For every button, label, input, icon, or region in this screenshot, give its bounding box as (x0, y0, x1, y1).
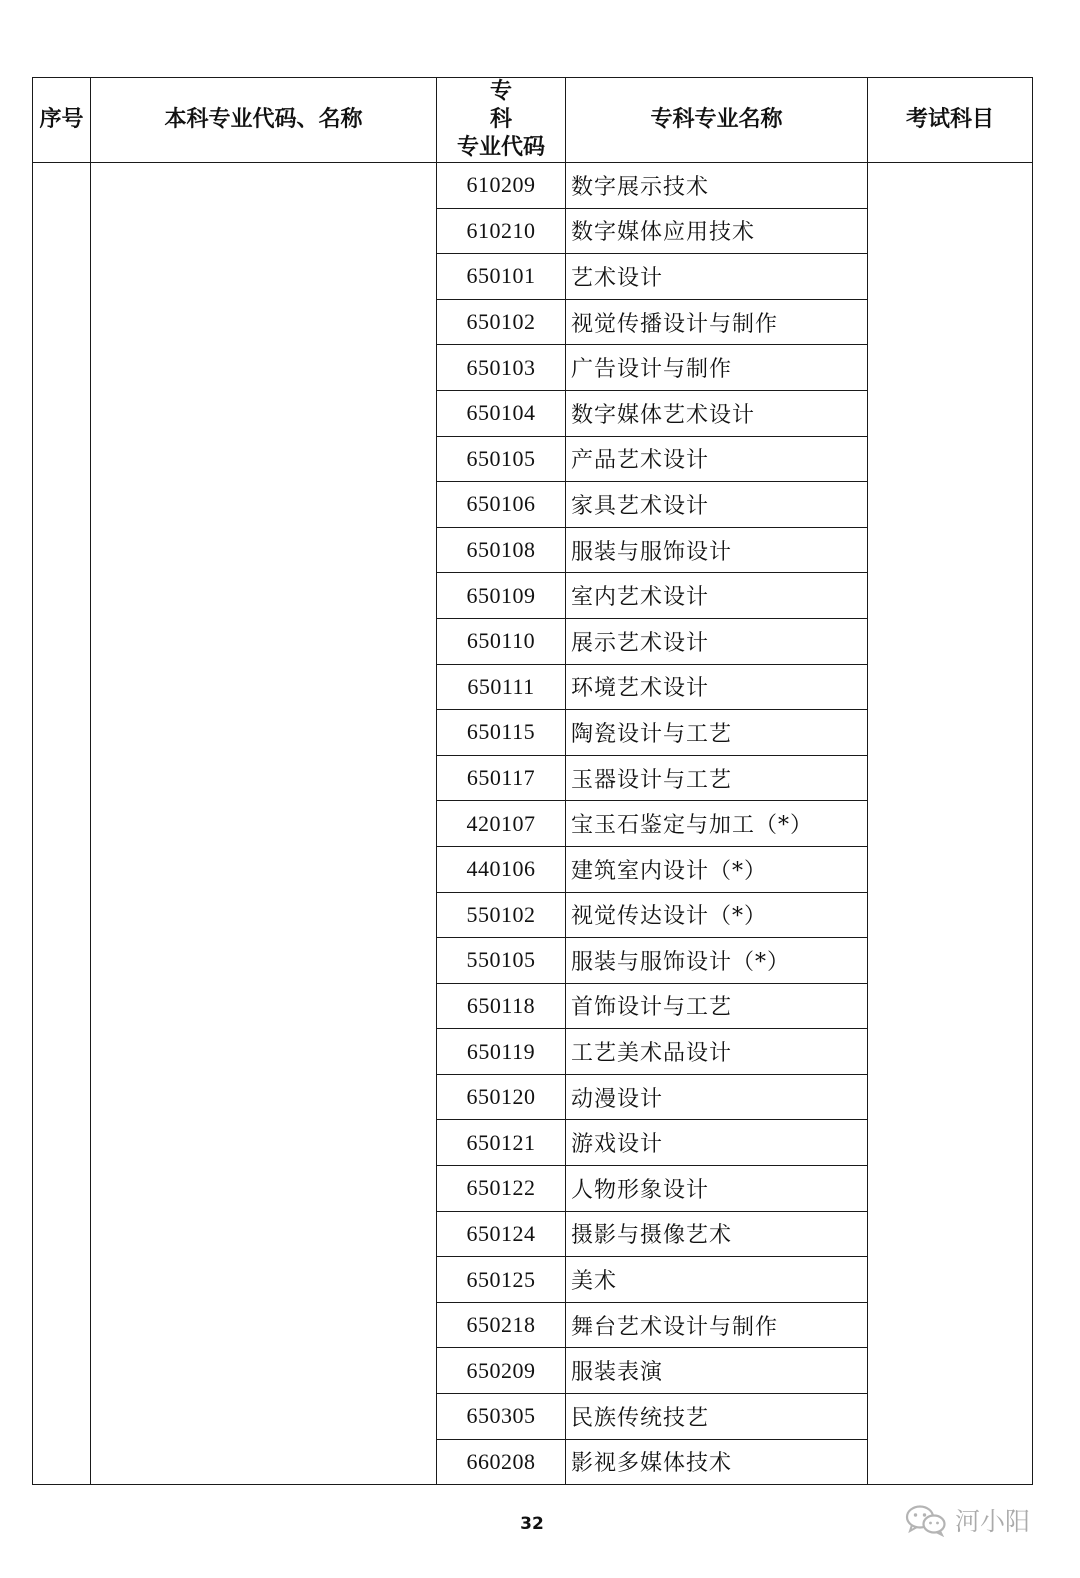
undergrad-major-cell (91, 163, 437, 1485)
major-code-cell: 440106 (437, 846, 566, 892)
major-code-cell: 650117 (437, 755, 566, 801)
major-name-cell: 游戏设计 (566, 1120, 868, 1166)
majors-table (32, 77, 1033, 1485)
major-code-cell: 650209 (437, 1348, 566, 1394)
major-code-cell: 650101 (437, 254, 566, 300)
major-name-cell: 服装与服饰设计（*） (566, 938, 868, 984)
header-index: 序号 (33, 78, 91, 163)
major-code-cell: 650105 (437, 436, 566, 482)
major-code-cell: 650111 (437, 664, 566, 710)
major-name-cell: 首饰设计与工艺 (566, 983, 868, 1029)
major-name-cell: 室内艺术设计 (566, 573, 868, 619)
watermark-text: 河小阳 (955, 1507, 1031, 1536)
major-name-cell: 环境艺术设计 (566, 664, 868, 710)
major-name-cell: 影视多媒体技术 (566, 1439, 868, 1485)
major-code-cell: 650118 (437, 983, 566, 1029)
header-code-line1: 专 科 (489, 79, 538, 132)
major-name-cell: 民族传统技艺 (566, 1394, 868, 1440)
major-code-cell: 610210 (437, 208, 566, 254)
table-row (33, 163, 1033, 209)
major-name-cell: 视觉传播设计与制作 (566, 299, 868, 345)
table-body (33, 163, 1033, 1485)
major-code-cell: 550105 (437, 938, 566, 984)
major-name-cell: 玉器设计与工艺 (566, 755, 868, 801)
major-name-cell: 服装表演 (566, 1348, 868, 1394)
watermark (905, 1502, 1030, 1538)
major-name-cell: 服装与服饰设计 (566, 527, 868, 573)
major-name-cell: 广告设计与制作 (566, 345, 868, 391)
major-name-cell: 人物形象设计 (566, 1166, 868, 1212)
exam-subjects-cell (868, 163, 1033, 1485)
header-exam-subjects: 考试科目 (868, 78, 1033, 163)
major-code-cell: 650115 (437, 710, 566, 756)
major-code-cell: 550102 (437, 892, 566, 938)
header-undergrad-major: 本科专业代码、名称 (91, 78, 437, 163)
major-name-cell: 艺术设计 (566, 254, 868, 300)
major-code-cell: 650109 (437, 573, 566, 619)
major-code-cell: 650218 (437, 1302, 566, 1348)
header-junior-college-name: 专科专业名称 (566, 78, 868, 163)
major-name-cell: 摄影与摄像艺术 (566, 1211, 868, 1257)
major-name-cell: 数字媒体艺术设计 (566, 390, 868, 436)
major-name-cell: 动漫设计 (566, 1074, 868, 1120)
major-code-cell: 650125 (437, 1257, 566, 1303)
major-name-cell: 家具艺术设计 (566, 482, 868, 528)
table-header-row (33, 78, 1033, 163)
header-code-line2: 专业代码 (456, 135, 545, 160)
index-cell (33, 163, 91, 1485)
major-code-cell: 660208 (437, 1439, 566, 1485)
major-name-cell: 宝玉石鉴定与加工（*） (566, 801, 868, 847)
header-junior-college-code (437, 78, 566, 163)
major-code-cell: 420107 (437, 801, 566, 847)
major-name-cell: 数字媒体应用技术 (566, 208, 868, 254)
major-code-cell: 650121 (437, 1120, 566, 1166)
major-name-cell: 舞台艺术设计与制作 (566, 1302, 868, 1348)
major-code-cell: 650103 (437, 345, 566, 391)
major-code-cell: 650104 (437, 390, 566, 436)
major-code-cell: 610209 (437, 163, 566, 209)
major-code-cell: 650106 (437, 482, 566, 528)
major-code-cell: 650124 (437, 1211, 566, 1257)
major-name-cell: 数字展示技术 (566, 163, 868, 209)
major-code-cell: 650108 (437, 527, 566, 573)
major-name-cell: 视觉传达设计（*） (566, 892, 868, 938)
major-name-cell: 美术 (566, 1257, 868, 1303)
major-code-cell: 650120 (437, 1074, 566, 1120)
major-name-cell: 产品艺术设计 (566, 436, 868, 482)
page-number: 32 (520, 1514, 544, 1534)
major-name-cell: 陶瓷设计与工艺 (566, 710, 868, 756)
major-code-cell: 650305 (437, 1394, 566, 1440)
major-code-cell: 650102 (437, 299, 566, 345)
wechat-icon (905, 1503, 947, 1537)
major-name-cell: 建筑室内设计（*） (566, 846, 868, 892)
major-code-cell: 650110 (437, 618, 566, 664)
major-code-cell: 650119 (437, 1029, 566, 1075)
major-name-cell: 工艺美术品设计 (566, 1029, 868, 1075)
major-code-cell: 650122 (437, 1166, 566, 1212)
major-name-cell: 展示艺术设计 (566, 618, 868, 664)
